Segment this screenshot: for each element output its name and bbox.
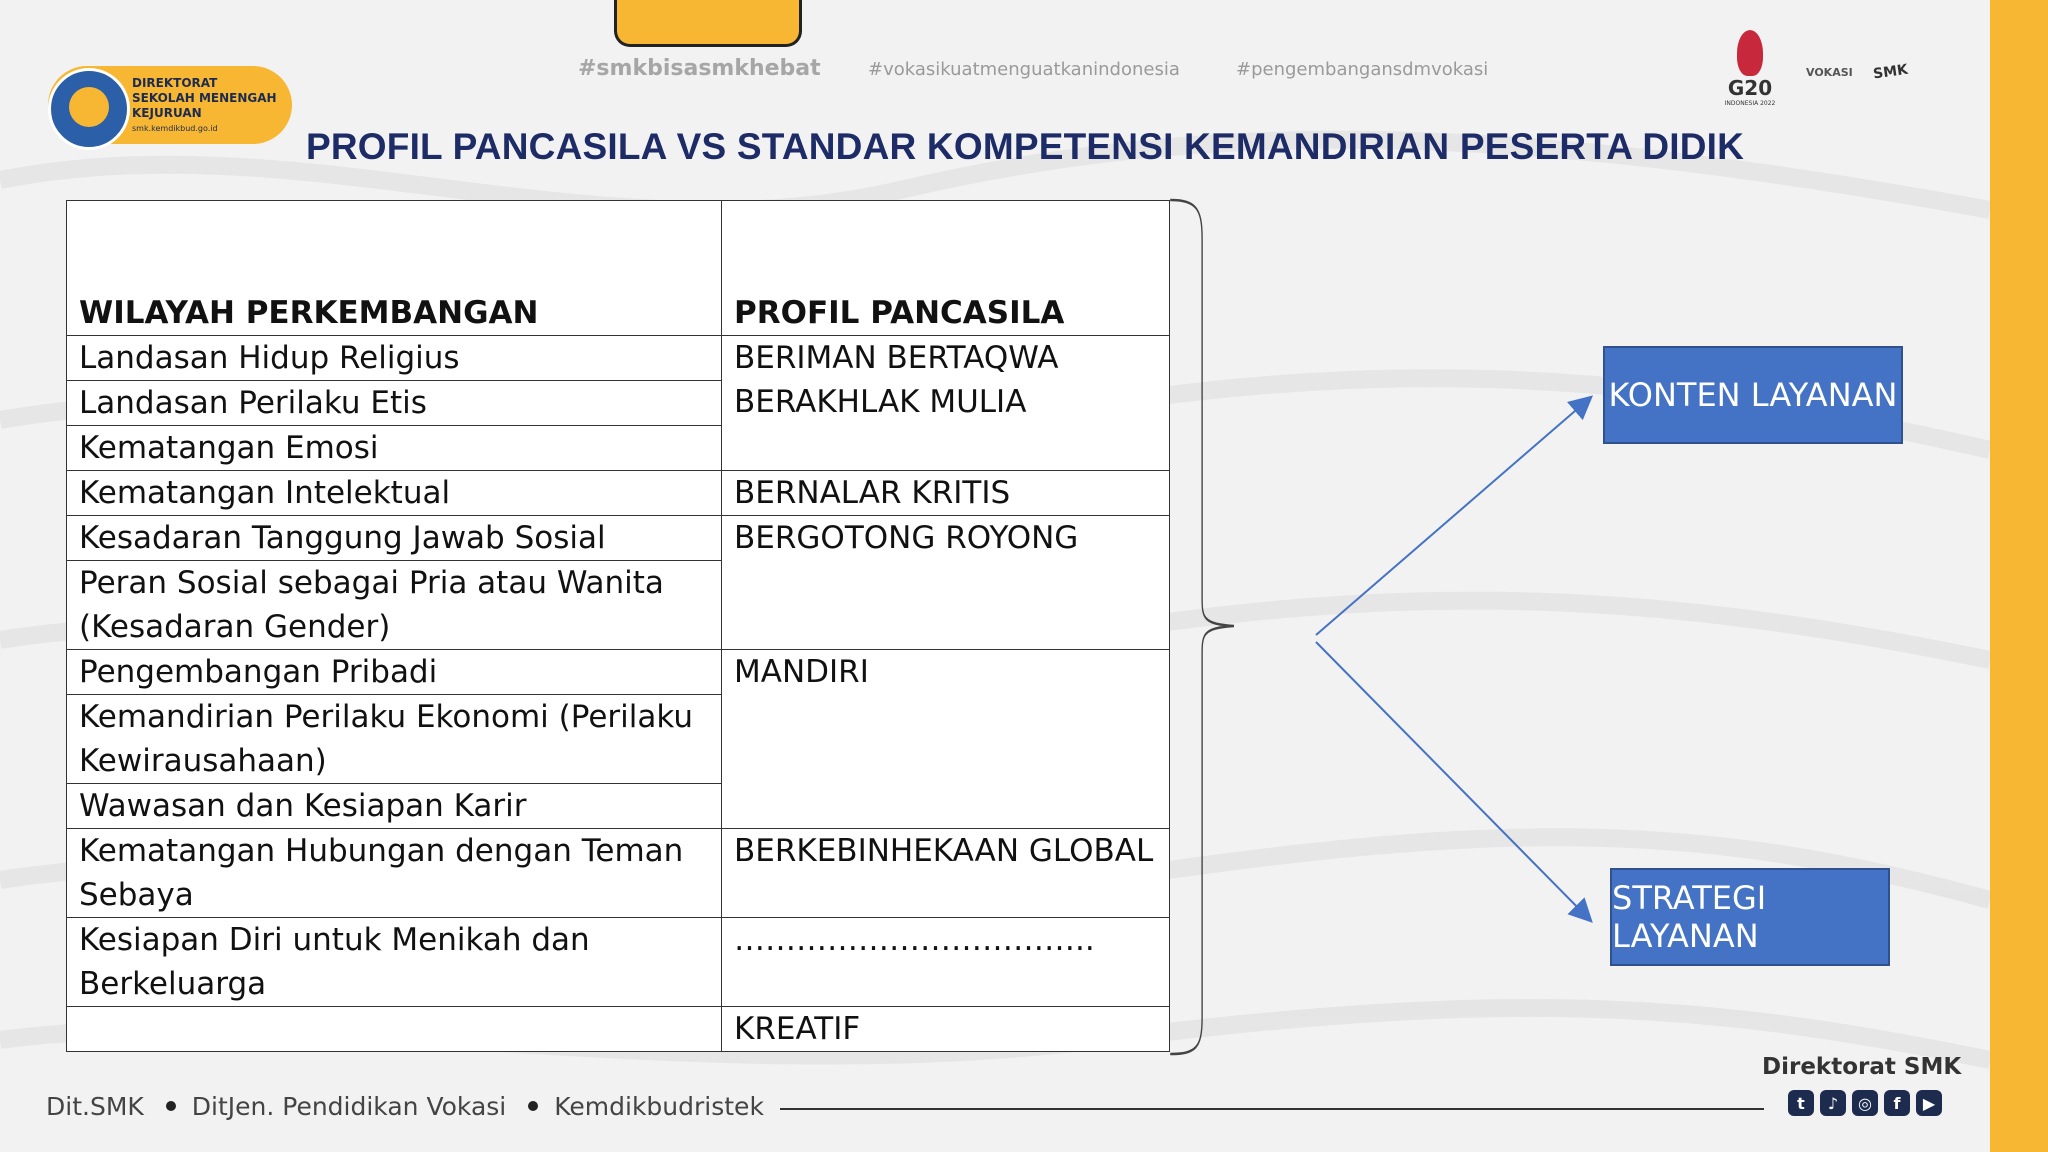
- logo-line-3: KEJURUAN: [132, 106, 202, 120]
- wilayah-cell: Kematangan Hubungan dengan Teman Sebaya: [67, 829, 722, 918]
- arrow-to-konten: [1316, 398, 1590, 635]
- g20-sub: INDONESIA 2022: [1724, 100, 1776, 107]
- tut-wuri-handayani-logo-icon: [48, 68, 130, 150]
- bullet-icon: [166, 1101, 176, 1111]
- curly-brace: [1168, 198, 1234, 1058]
- right-accent-stripe: [1990, 0, 2048, 1152]
- header-wilayah: WILAYAH PERKEMBANGAN: [67, 201, 722, 336]
- diagram-arrows: [1300, 380, 1620, 940]
- tiktok-icon[interactable]: ♪: [1820, 1090, 1846, 1116]
- wilayah-cell: [67, 1007, 722, 1052]
- strategi-layanan-box: STRATEGI LAYANAN: [1610, 868, 1890, 966]
- footer-credits: [46, 1092, 764, 1121]
- table-row: [67, 471, 1170, 516]
- table-row: [67, 918, 1170, 1007]
- profil-cell: BERGOTONG ROYONG: [722, 516, 1170, 650]
- instagram-icon[interactable]: ◎: [1852, 1090, 1878, 1116]
- hashtag-vokasi: #vokasikuatmenguatkanindonesia: [868, 59, 1180, 80]
- wilayah-cell: Landasan Perilaku Etis: [67, 381, 722, 426]
- page-title: PROFIL PANCASILA VS STANDAR KOMPETENSI KEMANDIRIAN PESERTA DIDIK: [306, 126, 1745, 167]
- bullet-icon: [528, 1101, 538, 1111]
- wilayah-cell: Kemandirian Perilaku Ekonomi (Perilaku Kewirausahaan): [67, 695, 722, 784]
- twitter-icon[interactable]: t: [1788, 1090, 1814, 1116]
- arrow-to-strategi: [1316, 642, 1590, 920]
- wilayah-cell: Wawasan dan Kesiapan Karir: [67, 784, 722, 829]
- profil-cell: MANDIRI: [722, 650, 1170, 829]
- vokasi-logo: VOKASI: [1806, 66, 1853, 79]
- hashtag-smkbisasmkhebat: #smkbisasmkhebat: [578, 56, 821, 81]
- logo-line-1: DIREKTORAT: [132, 76, 218, 90]
- wilayah-cell: Kematangan Emosi: [67, 426, 722, 471]
- smk-hebat-logo: SMK: [1872, 61, 1909, 83]
- top-tab-decoration: [614, 0, 802, 47]
- youtube-icon[interactable]: ▶: [1916, 1090, 1942, 1116]
- directorate-logo-text: [132, 76, 277, 133]
- wilayah-cell: Kesiapan Diri untuk Menikah dan Berkeluarga: [67, 918, 722, 1007]
- logo-line-2: SEKOLAH MENENGAH: [132, 91, 277, 105]
- profil-cell: BERKEBINHEKAAN GLOBAL: [722, 829, 1170, 918]
- footer-item-ditsmk: Dit.SMK: [46, 1092, 144, 1121]
- competency-table: [66, 200, 1170, 1052]
- g20-flame-icon: [1737, 30, 1763, 76]
- profil-cell: ……………………………..: [722, 918, 1170, 1007]
- facebook-icon[interactable]: f: [1884, 1090, 1910, 1116]
- table-row: [67, 829, 1170, 918]
- wilayah-cell: Kesadaran Tanggung Jawab Sosial: [67, 516, 722, 561]
- konten-layanan-box: KONTEN LAYANAN: [1603, 346, 1903, 444]
- hashtag-sdm: #pengembangansdmvokasi: [1236, 59, 1489, 80]
- g20-logo: [1718, 30, 1782, 122]
- profil-cell: KREATIF: [722, 1007, 1170, 1052]
- table-header-row: [67, 201, 1170, 336]
- footer-item-kemdikbud: Kemdikbudristek: [554, 1092, 764, 1121]
- wilayah-cell: Pengembangan Pribadi: [67, 650, 722, 695]
- wilayah-cell: Peran Sosial sebagai Pria atau Wanita (Kesadaran Gender): [67, 561, 722, 650]
- wilayah-cell: Landasan Hidup Religius: [67, 336, 722, 381]
- footer-item-ditjen: DitJen. Pendidikan Vokasi: [191, 1092, 507, 1121]
- footer-brand: Direktorat SMK: [1762, 1054, 1962, 1080]
- wilayah-cell: Kematangan Intelektual: [67, 471, 722, 516]
- header-profil: PROFIL PANCASILA: [722, 201, 1170, 336]
- table-row: [67, 336, 1170, 381]
- table-row: [67, 1007, 1170, 1052]
- profil-cell: BERIMAN BERTAQWA BERAKHLAK MULIA: [722, 336, 1170, 471]
- footer-divider: [780, 1108, 1764, 1110]
- logo-url: smk.kemdikbud.go.id: [132, 124, 218, 133]
- table-row: [67, 650, 1170, 695]
- social-icons: [1788, 1090, 1942, 1116]
- table-row: [67, 516, 1170, 561]
- g20-label: G20: [1727, 76, 1773, 100]
- profil-cell: BERNALAR KRITIS: [722, 471, 1170, 516]
